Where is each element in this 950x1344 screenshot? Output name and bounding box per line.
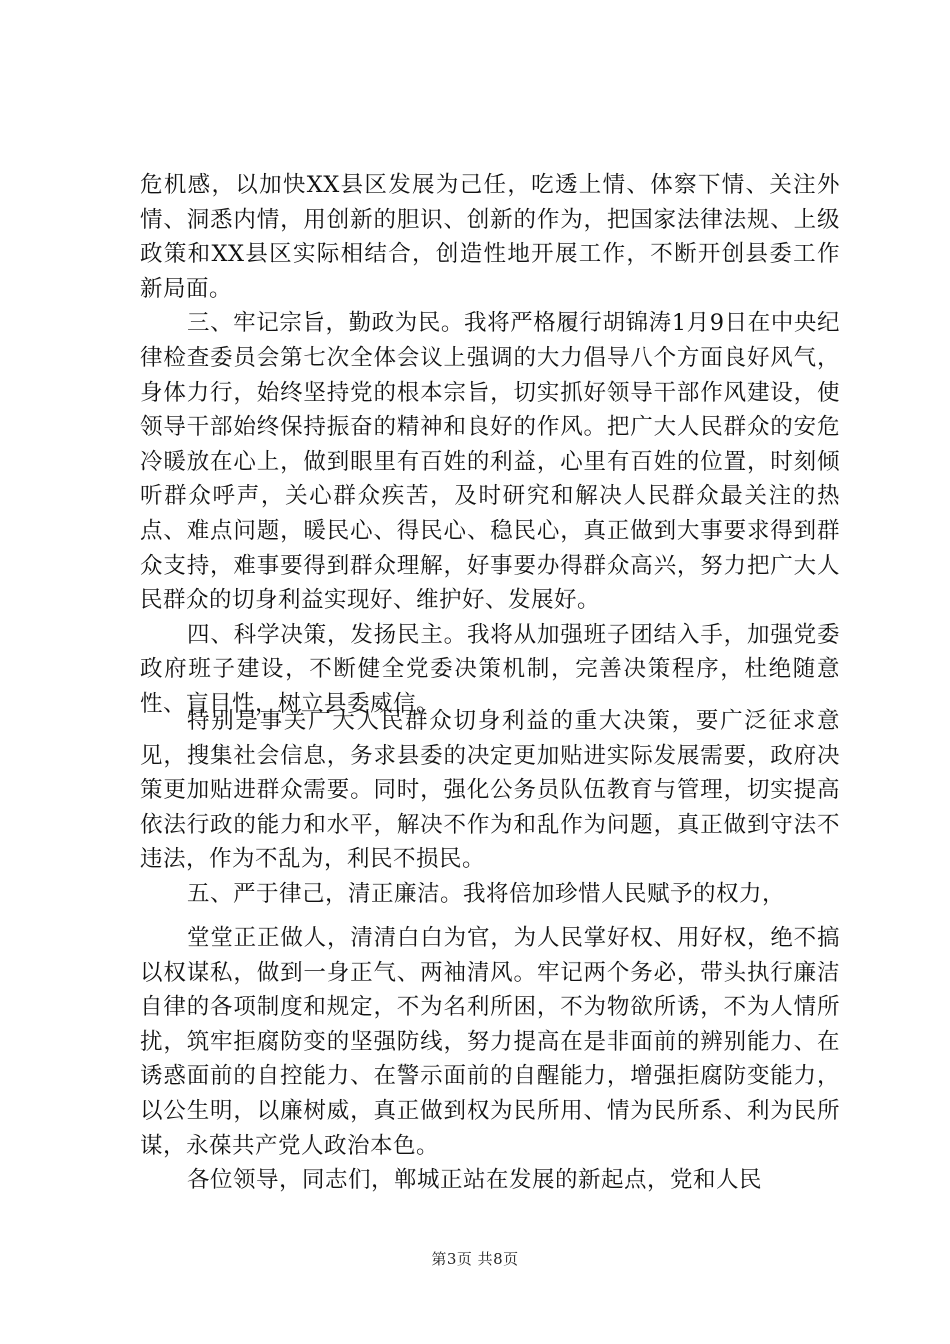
body-block-middle [140,704,840,912]
paragraph-closing: 各位领导，同志们，郸城正站在发展的新起点，党和人民 [187,1167,763,1194]
paragraph-section-four: 四、科学决策，发扬民主。我将从加强班子团结入手，加强党委政府班子建设，不断健全党委决策机制，完善决策程序，杜绝随意性、盲目性，树立县委威信。 [140,621,840,717]
paragraph-section-five: 五、严于律己，清正廉洁。我将倍加珍惜人民赋予的权力， [187,880,786,907]
paragraph-section-three: 三、牢记宗旨，勤政为民。我将严格履行胡锦涛1月9日在中央纪律检查委员会第七次全体会议上强调的大力倡导八个方面良好风气，身体力行，始终坚持党的根本宗旨，切实抓好领导干部作风建设，使领导干部始终保持振奋的精神和良好的作风。把广大人民群众的安危冷暖放在心上，做到眼里有百姓的利益，心里有百姓的位置，时刻倾听群众呼声，关心群众疾苦，及时研究和解决人民群众最关注的热点、难点问题，暖民心、得民心、稳民心，真正做到大事要求得到群众支持，难事要得到群众理解，好事要办得群众高兴，努力把广大人民群众的切身利益实现好、维护好、发展好。 [140,310,840,614]
paragraph-integrity: 堂堂正正做人，清清白白为官，为人民掌好权、用好权，绝不搞以权谋私，做到一身正气、两袖清风。牢记两个务必，带头执行廉洁自律的各项制度和规定，不为名利所困，不为物欲所诱，不为人情所扰，筑牢拒腐防变的坚强防线，努力提高在是非面前的辨别能力、在诱惑面前的自控能力、在警示面前的自醒能力，增强拒腐防变能力，以公生明，以廉树威，真正做到权为民所用、情为民所系、利为民所谋，永葆共产党人政治本色。 [140,925,840,1159]
page-number-footer: 第3页 共8页 [431,1250,519,1268]
paragraph-major-decisions: 特别是事关广大人民群众切身利益的重大决策，要广泛征求意见，搜集社会信息，务求县委的决定更加贴进实际发展需要，政府决策更加贴进群众需要。同时，强化公务员队伍教育与管理，切实提高依法行政的能力和水平，解决不作为和乱作为问题，真正做到守法不违法，作为不乱为，利民不损民。 [140,708,840,873]
paragraph-continuation: 危机感，以加快XX县区发展为己任，吃透上情、体察下情、关注外情、洞悉内情，用创新的胆识、创新的作为，把国家法律法规、上级政策和XX县区实际相结合，创造性地开展工作，不断开创县委工作新局面。 [140,172,840,302]
body-block-bottom [140,921,840,1198]
body-block-top [140,168,840,722]
